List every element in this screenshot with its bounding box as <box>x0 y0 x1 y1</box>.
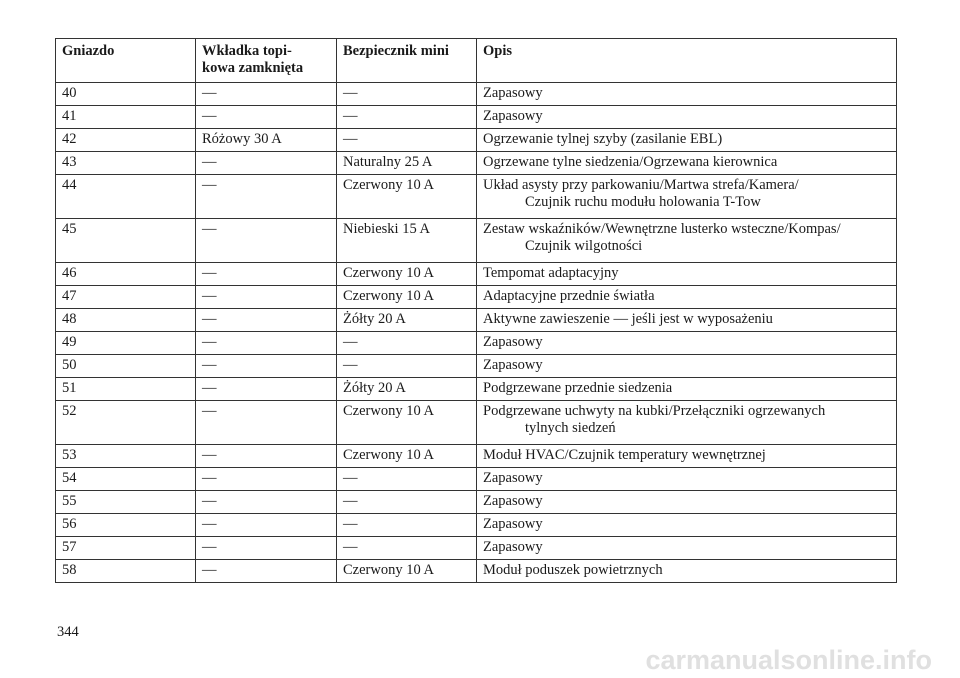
table-row <box>56 106 897 129</box>
table-row <box>56 309 897 332</box>
desc-text <box>483 334 890 351</box>
cell-cartridge: Różowy 30 A <box>196 129 337 152</box>
cell-socket: 50 <box>56 355 196 378</box>
cell-mini: Żółty 20 A <box>337 378 477 401</box>
desc-line-1: Zapasowy <box>483 85 543 101</box>
cell-socket: 57 <box>56 537 196 560</box>
table-row <box>56 445 897 468</box>
cell-socket: 49 <box>56 332 196 355</box>
header-cartridge-line2: kowa zamknięta <box>202 60 304 76</box>
cell-cartridge: — <box>196 537 337 560</box>
cell-desc <box>477 309 897 332</box>
table-row <box>56 514 897 537</box>
desc-text <box>483 380 890 397</box>
cell-mini: Czerwony 10 A <box>337 401 477 445</box>
cell-cartridge: — <box>196 401 337 445</box>
cell-socket: 41 <box>56 106 196 129</box>
header-row <box>56 39 897 83</box>
desc-line-1: Zapasowy <box>483 516 543 532</box>
cell-socket: 44 <box>56 175 196 219</box>
desc-line-1: Zapasowy <box>483 470 543 486</box>
cell-socket: 55 <box>56 491 196 514</box>
table-row <box>56 83 897 106</box>
desc-line-1: Ogrzewane tylne siedzenia/Ogrzewana kierownica <box>483 154 778 170</box>
cell-mini: Czerwony 10 A <box>337 286 477 309</box>
desc-text <box>483 470 890 487</box>
cell-desc <box>477 152 897 175</box>
cell-mini: Naturalny 25 A <box>337 152 477 175</box>
desc-text <box>483 154 890 171</box>
cell-socket: 51 <box>56 378 196 401</box>
cell-desc <box>477 286 897 309</box>
cell-mini: Czerwony 10 A <box>337 263 477 286</box>
desc-text <box>483 85 890 102</box>
desc-line-1: Zapasowy <box>483 539 543 555</box>
desc-text <box>483 447 890 464</box>
cell-desc <box>477 106 897 129</box>
desc-text <box>483 265 890 282</box>
page-number: 344 <box>57 624 79 640</box>
desc-line-1: Moduł poduszek powietrznych <box>483 562 663 578</box>
cell-desc <box>477 83 897 106</box>
cell-mini: — <box>337 491 477 514</box>
table-row <box>56 537 897 560</box>
cell-socket: 47 <box>56 286 196 309</box>
cell-socket: 42 <box>56 129 196 152</box>
table-row <box>56 152 897 175</box>
cell-desc <box>477 537 897 560</box>
cell-socket: 43 <box>56 152 196 175</box>
cell-mini: — <box>337 355 477 378</box>
table-row <box>56 219 897 263</box>
cell-mini: — <box>337 468 477 491</box>
table-row <box>56 401 897 445</box>
cell-desc <box>477 514 897 537</box>
table-row <box>56 378 897 401</box>
cell-desc <box>477 175 897 219</box>
desc-line-1: Zestaw wskaźników/Wewnętrzne lusterko wsteczne/Kompas/ <box>483 221 841 237</box>
desc-line-1: Tempomat adaptacyjny <box>483 265 619 281</box>
header-socket: Gniazdo <box>56 39 196 83</box>
cell-mini: Żółty 20 A <box>337 309 477 332</box>
table-row <box>56 355 897 378</box>
desc-line-1: Zapasowy <box>483 493 543 509</box>
table-row <box>56 560 897 583</box>
desc-text <box>483 357 890 374</box>
desc-line-1: Moduł HVAC/Czujnik temperatury wewnętrznej <box>483 447 766 463</box>
desc-text <box>483 177 890 211</box>
table-row <box>56 491 897 514</box>
desc-text <box>483 562 890 579</box>
cell-socket: 48 <box>56 309 196 332</box>
cell-desc <box>477 560 897 583</box>
cell-socket: 52 <box>56 401 196 445</box>
cell-mini: — <box>337 332 477 355</box>
cell-mini: — <box>337 537 477 560</box>
table-row <box>56 286 897 309</box>
desc-line-1: Zapasowy <box>483 357 543 373</box>
table-row <box>56 468 897 491</box>
cell-cartridge: — <box>196 491 337 514</box>
cell-mini: — <box>337 514 477 537</box>
desc-line-1: Podgrzewane uchwyty na kubki/Przełączniki ogrzewanych <box>483 403 826 419</box>
cell-cartridge: — <box>196 83 337 106</box>
desc-text <box>483 288 890 305</box>
cell-mini: Czerwony 10 A <box>337 175 477 219</box>
cell-cartridge: — <box>196 378 337 401</box>
cell-cartridge: — <box>196 560 337 583</box>
cell-cartridge: — <box>196 152 337 175</box>
cell-mini: Niebieski 15 A <box>337 219 477 263</box>
cell-desc <box>477 468 897 491</box>
cell-cartridge: — <box>196 106 337 129</box>
table-row <box>56 263 897 286</box>
cell-mini: — <box>337 106 477 129</box>
cell-cartridge: — <box>196 263 337 286</box>
desc-line-1: Aktywne zawieszenie — jeśli jest w wyposażeniu <box>483 311 773 327</box>
cell-cartridge: — <box>196 286 337 309</box>
header-desc: Opis <box>477 39 897 83</box>
table-header <box>56 39 897 83</box>
desc-text <box>483 311 890 328</box>
cell-cartridge: — <box>196 514 337 537</box>
cell-socket: 46 <box>56 263 196 286</box>
desc-text <box>483 108 890 125</box>
desc-text <box>483 493 890 510</box>
cell-socket: 53 <box>56 445 196 468</box>
cell-desc <box>477 129 897 152</box>
cell-desc <box>477 332 897 355</box>
header-cartridge <box>196 39 337 83</box>
cell-cartridge: — <box>196 445 337 468</box>
cell-desc <box>477 355 897 378</box>
desc-line-2: Czujnik ruchu modułu holowania T-Tow <box>525 194 761 210</box>
desc-text <box>483 539 890 556</box>
table-row <box>56 129 897 152</box>
desc-text <box>483 516 890 533</box>
cell-desc <box>477 263 897 286</box>
cell-cartridge: — <box>196 175 337 219</box>
cell-socket: 56 <box>56 514 196 537</box>
cell-desc <box>477 491 897 514</box>
desc-line-1: Adaptacyjne przednie światła <box>483 288 655 304</box>
cell-desc <box>477 445 897 468</box>
desc-line-2: Czujnik wilgotności <box>525 238 643 254</box>
table-row <box>56 332 897 355</box>
desc-line-1: Zapasowy <box>483 108 543 124</box>
desc-line-2: tylnych siedzeń <box>525 420 616 436</box>
table-row <box>56 175 897 219</box>
watermark-text: carmanualsonline.info <box>645 645 932 675</box>
cell-socket: 45 <box>56 219 196 263</box>
cell-mini: Czerwony 10 A <box>337 445 477 468</box>
cell-cartridge: — <box>196 332 337 355</box>
desc-line-1: Zapasowy <box>483 334 543 350</box>
cell-cartridge: — <box>196 309 337 332</box>
cell-socket: 40 <box>56 83 196 106</box>
cell-mini: — <box>337 129 477 152</box>
cell-cartridge: — <box>196 355 337 378</box>
fuse-table <box>55 38 897 583</box>
desc-line-1: Układ asysty przy parkowaniu/Martwa strefa/Kamera/ <box>483 177 799 193</box>
header-cartridge-line1: Wkładka topi- <box>202 43 292 59</box>
cell-desc <box>477 219 897 263</box>
desc-line-1: Ogrzewanie tylnej szyby (zasilanie EBL) <box>483 131 723 147</box>
cell-desc <box>477 401 897 445</box>
table-body <box>56 83 897 583</box>
header-mini: Bezpiecznik mini <box>337 39 477 83</box>
cell-cartridge: — <box>196 468 337 491</box>
cell-socket: 54 <box>56 468 196 491</box>
cell-socket: 58 <box>56 560 196 583</box>
desc-line-1: Podgrzewane przednie siedzenia <box>483 380 673 396</box>
cell-mini: Czerwony 10 A <box>337 560 477 583</box>
cell-desc <box>477 378 897 401</box>
desc-text <box>483 131 890 148</box>
cell-mini: — <box>337 83 477 106</box>
desc-text <box>483 221 890 255</box>
desc-text <box>483 403 890 437</box>
cell-cartridge: — <box>196 219 337 263</box>
